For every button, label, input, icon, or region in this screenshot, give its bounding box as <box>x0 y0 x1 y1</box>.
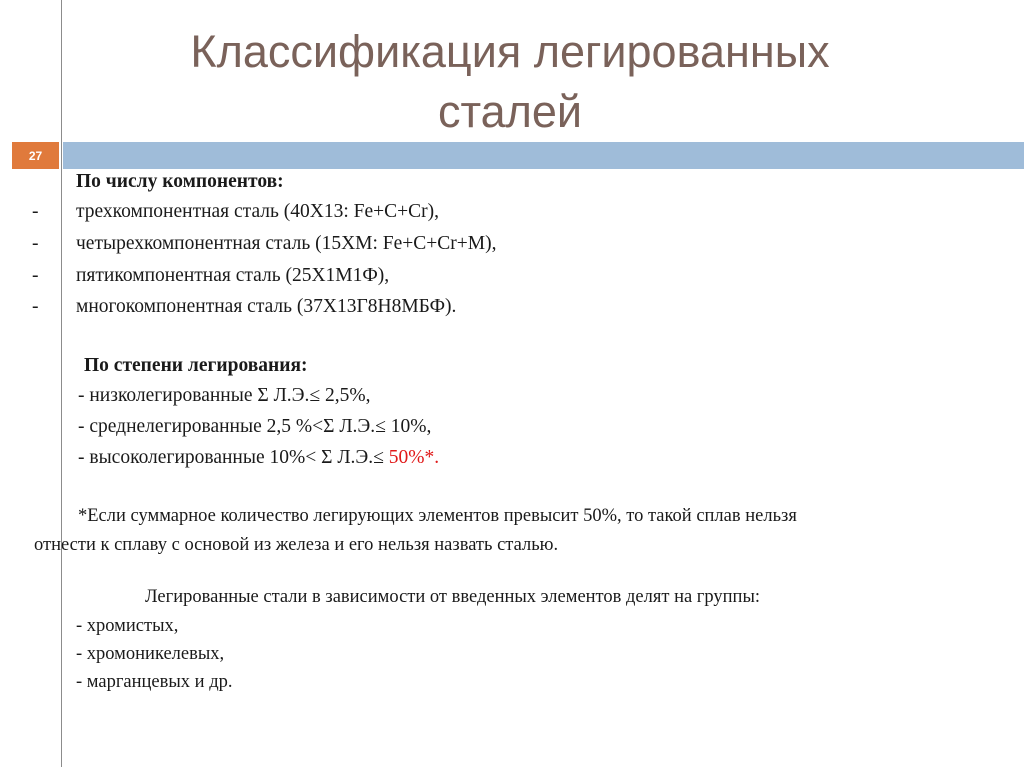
slide-number: 27 <box>12 142 59 169</box>
title-line-1: Классификация легированных <box>190 26 830 77</box>
components-heading: По числу компонентов: <box>76 171 284 192</box>
component-item-text: четырехкомпонентная сталь (15ХМ: Fe+C+Cr+M), <box>76 233 497 254</box>
slide-title <box>110 22 910 142</box>
group-item: - хромистых, <box>76 616 179 636</box>
vertical-divider <box>61 0 62 767</box>
groups-intro: Легированные стали в зависимости от введенных элементов делят на группы: <box>145 587 761 607</box>
bullet-dash: - <box>32 296 39 317</box>
bullet-dash: - <box>32 201 39 222</box>
footnote-line-1: *Если суммарное количество легирующих элементов превысит 50%, то такой сплав нельзя <box>78 506 797 526</box>
footnote-line-2: отнести к сплаву с основой из железа и его нельзя назвать сталью. <box>34 535 559 555</box>
bullet-dash: - <box>32 265 39 286</box>
component-item-text: трехкомпонентная сталь (40Х13: Fe+C+Cr), <box>76 201 440 222</box>
alloying-heading: По степени легирования: <box>84 355 308 376</box>
group-item: - хромоникелевых, <box>76 644 225 664</box>
alloying-high-text: - высоколегированные 10%< Σ Л.Э.≤ <box>78 447 389 468</box>
component-item-text: пятикомпонентная сталь (25Х1М1Ф), <box>76 265 390 286</box>
bullet-dash: - <box>32 233 39 254</box>
header-band <box>63 142 1024 169</box>
alloying-item-high <box>78 446 439 470</box>
title-line-2: сталей <box>437 86 583 137</box>
group-item: - марганцевых и др. <box>76 672 233 692</box>
alloying-item-medium: - среднелегированные 2,5 %<Σ Л.Э.≤ 10%, <box>78 416 432 437</box>
component-item-text: многокомпонентная сталь (37Х13Г8Н8МБФ). <box>76 296 457 317</box>
alloying-high-value: 50%*. <box>388 447 440 468</box>
alloying-item-low: - низколегированные Σ Л.Э.≤ 2,5%, <box>78 385 371 406</box>
